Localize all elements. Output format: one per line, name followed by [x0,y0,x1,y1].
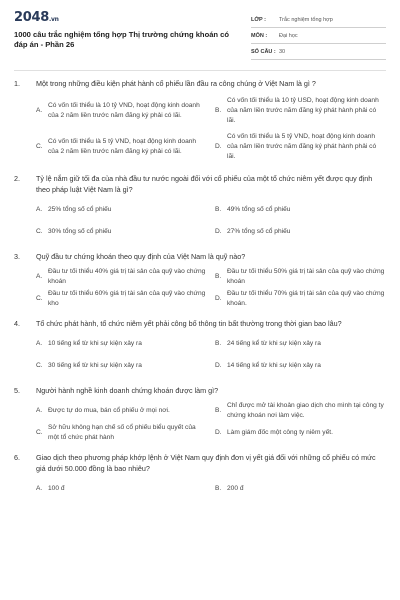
answer-options [14,333,386,377]
option-text: Đầu tư tối thiểu 50% giá trị tài sản của quỹ vào chứng khoán [227,268,385,285]
question-4 [14,318,386,377]
option-text: Được tự do mua, bán cổ phiếu ở mọi nơi. [48,407,170,414]
option-text: Chỉ được mở tài khoản giao dịch cho mình tại công ty chứng khoán nơi làm việc. [227,402,384,419]
meta-row-class [251,12,386,28]
option-text: 14 tiếng kể từ khi sự kiện xảy ra [227,362,321,369]
document-header [14,10,386,68]
question-6 [14,452,386,500]
option-letter: A. [36,485,43,492]
answer-option-a[interactable] [36,478,207,500]
option-text: 27% tổng số cổ phiếu [227,228,291,235]
option-letter: D. [215,295,222,302]
option-letter: B. [215,273,222,280]
answer-option-a[interactable] [36,93,207,129]
question-text: Tỷ lệ nắm giữ tối đa của nhà đầu tư nước ngoài đối với cổ phiếu của một tổ chức niêm yết được quy định theo pháp luật Việt Nam là gì? [36,174,373,194]
question-stem [14,452,386,474]
option-text: 49% tổng số cổ phiếu [227,206,291,213]
answer-options [14,266,386,310]
question-stem [14,318,386,329]
question-number: 6. [14,453,20,462]
question-5 [14,385,386,444]
option-letter: A. [36,407,43,414]
question-3 [14,251,386,310]
option-letter: A. [36,206,43,213]
meta-label: SỐ CÂU : [251,48,276,55]
site-logo[interactable] [14,10,59,25]
meta-label: MÔN : [251,32,268,39]
option-text: 30% tổng số cổ phiếu [48,228,112,235]
answer-option-b[interactable] [215,333,386,355]
question-text: Một trong những điều kiện phát hành cổ phiếu lần đầu ra công chúng ở Việt Nam là gì ? [36,79,316,88]
question-number: 3. [14,252,20,261]
logo-main: 2048 [14,10,49,25]
question-stem [14,385,386,396]
answer-option-d[interactable] [215,422,386,444]
question-text: Giao dịch theo phương pháp khớp lệnh ở Việt Nam quy định đơn vị yết giá đối với những cổ phiếu có mức giá dưới 50.000 đồng là bao nhiêu? [36,453,376,473]
option-text: 30 tiếng kể từ khi sự kiện xảy ra [48,362,142,369]
option-text: Làm giám đốc một công ty niêm yết. [227,429,333,436]
question-list [14,78,386,508]
option-letter: A. [36,273,43,280]
answer-option-c[interactable] [36,221,207,243]
answer-option-a[interactable] [36,266,207,288]
option-letter: C. [36,295,43,302]
option-text: Đầu tư tối thiểu 70% giá trị tài sản của quỹ vào chứng khoán. [227,290,385,307]
answer-option-d[interactable] [215,129,386,165]
option-text: Có vốn tối thiểu là 10 tỷ VND, hoạt động kinh doanh của 2 năm liền trước năm đăng ký phải có lãi. [48,102,200,119]
question-2 [14,173,386,243]
answer-options [14,199,386,243]
option-text: Có vốn tối thiểu là 10 tỷ USD, hoạt động kinh doanh của năm liền trước năm đăng ký phát hành phải có lãi. [227,97,379,124]
answer-option-c[interactable] [36,422,207,444]
logo-tld: .vn [48,16,59,23]
option-text: Đầu tư tối thiểu 40% giá trị tài sản của quỹ vào chứng khoán [48,268,206,285]
question-text: Tổ chức phát hành, tổ chức niêm yết phải công bố thông tin bất thường trong thời gian bao lâu? [36,319,342,328]
question-number: 4. [14,319,20,328]
answer-option-d[interactable] [215,288,386,310]
option-text: Có vốn tối thiểu là 5 tỷ VND, hoạt động kinh doanh của 2 năm liền trước năm đăng ký phải có lãi. [48,138,197,155]
answer-option-b[interactable] [215,266,386,288]
answer-option-b[interactable] [215,478,386,500]
answer-option-c[interactable] [36,129,207,165]
meta-row-subject [251,28,386,44]
option-letter: C. [36,362,43,369]
option-text: 25% tổng số cổ phiếu [48,206,112,213]
option-letter: B. [215,107,222,114]
answer-options [14,93,386,165]
option-letter: C. [36,143,43,150]
question-stem [14,78,386,89]
option-letter: B. [215,407,222,414]
question-text: Quỹ đầu tư chứng khoán theo quy định của Việt Nam là quỹ nào? [36,252,246,261]
option-text: 10 tiếng kể từ khi sự kiện xảy ra [48,340,142,347]
option-text: 200 đ [227,485,244,492]
option-letter: A. [36,340,43,347]
document-title: 1000 câu trắc nghiệm tổng hợp Thị trường chứng khoán có đáp án - Phần 26 [14,30,230,49]
meta-value: Trắc nghiệm tổng hợp [279,16,333,23]
option-letter: B. [215,206,222,213]
meta-value: Đại học [279,32,298,39]
option-letter: B. [215,340,222,347]
question-text: Người hành nghề kinh doanh chứng khoán được làm gì? [36,386,219,395]
answer-option-c[interactable] [36,355,207,377]
meta-value: 30 [279,48,286,55]
question-1 [14,78,386,165]
option-letter: D. [215,362,222,369]
question-stem [14,251,386,262]
answer-option-b[interactable] [215,93,386,129]
answer-option-a[interactable] [36,199,207,221]
option-letter: D. [215,228,222,235]
option-letter: C. [36,228,43,235]
question-number: 1. [14,79,20,88]
answer-option-d[interactable] [215,355,386,377]
option-text: Đầu tư tối thiểu 60% giá trị tài sản của quỹ vào chứng kho [48,290,206,307]
option-letter: B. [215,485,222,492]
option-text: Sở hữu không hạn chế số cổ phiếu biểu quyết của một tổ chức phát hành [48,424,196,441]
answer-option-b[interactable] [215,199,386,221]
option-text: Có vốn tối thiểu là 5 tỷ VND, hoạt động kinh doanh của năm liền trước năm đăng ký phát hành phải có lãi. [227,133,377,160]
answer-option-c[interactable] [36,288,207,310]
option-text: 100 đ [48,485,65,492]
option-letter: A. [36,107,43,114]
question-stem [14,173,386,195]
meta-row-count [251,44,386,60]
option-letter: D. [215,143,222,150]
answer-option-a[interactable] [36,400,207,422]
option-letter: D. [215,429,222,436]
document-meta [251,12,386,60]
question-number: 5. [14,386,20,395]
question-number: 2. [14,174,20,183]
answer-option-b[interactable] [215,400,386,422]
meta-label: LỚP : [251,16,266,23]
option-text: 24 tiếng kể từ khi sự kiện xảy ra [227,340,321,347]
answer-options [14,400,386,444]
option-letter: C. [36,429,43,436]
header-divider [14,70,386,71]
answer-option-d[interactable] [215,221,386,243]
answer-option-a[interactable] [36,333,207,355]
answer-options [14,478,386,500]
